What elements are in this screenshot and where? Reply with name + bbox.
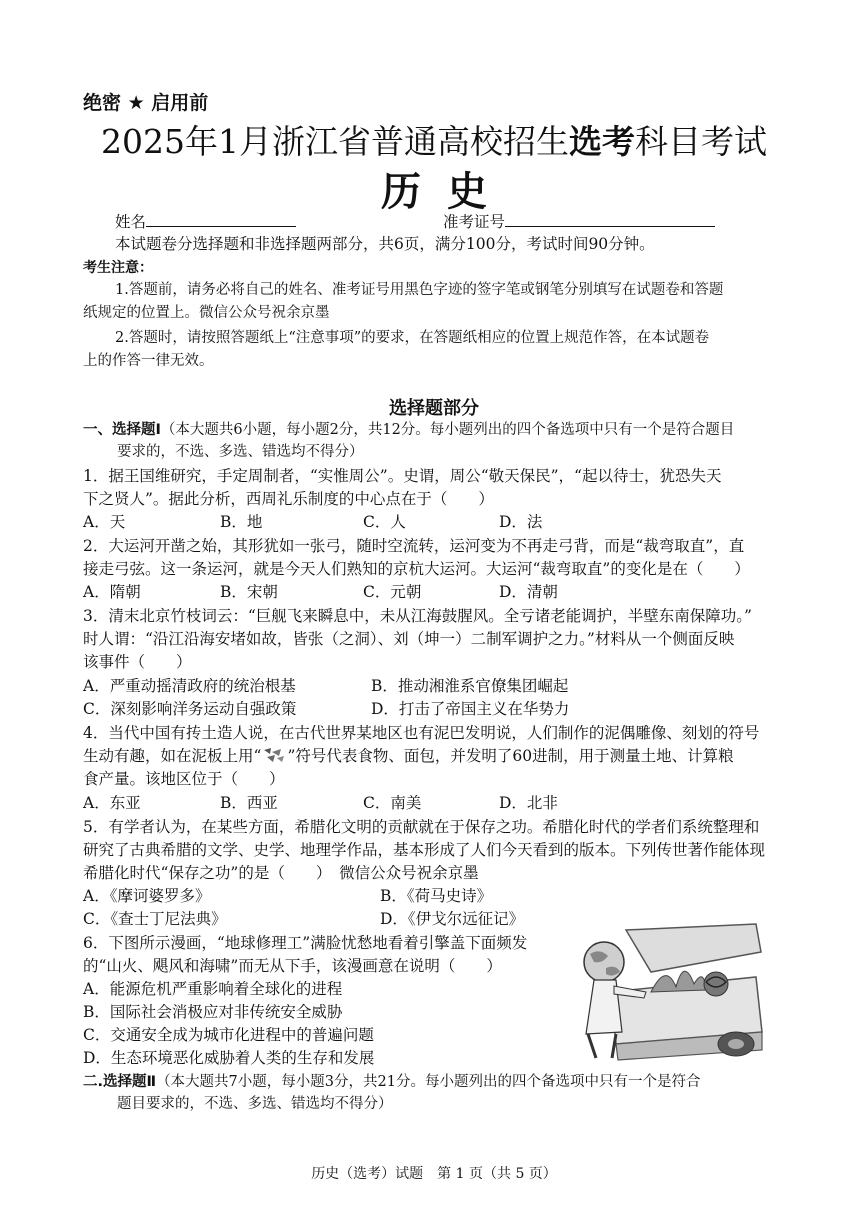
notice-item-2-line2: 上的作答一律无效。: [83, 353, 214, 369]
q3-option-a[interactable]: A．严重动摇清政府的统治根基: [83, 677, 296, 695]
q2-option-d[interactable]: D．清朝: [499, 583, 558, 601]
intro-text: 本试题卷分选择题和非选择题两部分，共6页，满分100分，考试时间90分钟。: [115, 235, 655, 253]
q4-option-c[interactable]: C．南美: [363, 794, 422, 812]
exam-title-part2: 科目考试: [634, 122, 767, 161]
part2-label: 二.选择题Ⅱ: [83, 1074, 157, 1090]
q1-option-a[interactable]: A．天: [83, 513, 126, 531]
part2-heading: [83, 1072, 700, 1092]
part1-desc-line2: 要求的，不选、多选、错选均不得分）: [117, 444, 364, 460]
q4-stem-line1: 4．当代中国有抟土造人说，在古代世界某地区也有泥巴发明说，人们制作的泥偶雕像、刻划的符号: [83, 724, 760, 742]
q4-stem-line2: [83, 746, 734, 766]
q3-stem-line2: 时人谓：“沿江沿海安堵如故，皆张（之洞）、刘（坤一）二制军调护之力。”材料从一个侧面反映: [83, 630, 735, 648]
part1-heading: [83, 420, 734, 440]
q5-option-d[interactable]: D．《伊戈尔远征记》: [380, 910, 525, 928]
exam-title-emphasis: 选考: [568, 122, 635, 161]
part2-desc-line2: 题目要求的，不选、多选、错选均不得分）: [117, 1096, 393, 1112]
q4-stem-line2-a: 生动有趣，如在泥板上用“: [83, 747, 262, 765]
q6-stem-line1: 6．下图所示漫画，“地球修理工”满脸忧愁地看着引擎盖下面频发: [83, 934, 528, 952]
notice-item-1-line1: 1.答题前，请务必将自己的姓名、准考证号用黑色字迹的签字笔或钢笔分别填写在试题卷和答题: [115, 282, 724, 298]
q5-option-c[interactable]: C．《查士丁尼法典》: [83, 910, 227, 928]
q5-option-a[interactable]: A．《摩诃婆罗多》: [83, 887, 211, 905]
q3-option-b[interactable]: B．推动湘淮系官僚集团崛起: [371, 677, 569, 695]
section-title: 选择题部分: [389, 398, 479, 419]
q3-stem-line3: 该事件（ ）: [83, 653, 192, 671]
cuneiform-symbol-icon: [261, 746, 287, 764]
name-label: 姓名: [115, 213, 147, 231]
q4-stem-line2-b: ”符号代表食物、面包，并发明了60进制，用于测量土地、计算粮: [287, 747, 734, 765]
q1-stem-line2: 下之贤人”。据此分析，西周礼乐制度的中心点在于（ ）: [83, 490, 494, 508]
q2-option-c[interactable]: C．元朝: [363, 583, 422, 601]
name-field[interactable]: [115, 210, 296, 232]
part1-desc-line1: （本大题共6小题，每小题2分，共12分。每小题列出的四个备选项中只有一个是符合题目: [160, 422, 735, 438]
exam-title: [0, 116, 868, 163]
exam-id-blank[interactable]: [505, 210, 715, 227]
q3-stem-line1: 3．清末北京竹枝词云：“巨舰飞来瞬息中，未从江海鼓腥风。全亏诸老能调护，半壁东南保障功。”: [83, 607, 752, 625]
q5-stem-line2: 研究了古典希腊的文学、史学、地理学作品，基本形成了人们今天看到的版本。下列传世著作能体现: [83, 841, 766, 859]
q6-stem-line2: 的“山火、飓风和海啸”而无从下手，该漫画意在说明（ ）: [83, 957, 502, 975]
page-footer: 历史（选考）试题 第 1 页（共 5 页）: [311, 1166, 557, 1182]
q2-option-b[interactable]: B．宋朝: [220, 583, 278, 601]
q6-option-b[interactable]: B．国际社会消极应对非传统安全威胁: [83, 1003, 343, 1021]
exam-id-label: 准考证号: [443, 213, 506, 231]
q6-option-a[interactable]: A．能源危机严重影响着全球化的进程: [83, 980, 343, 998]
q2-stem-line2: 接走弓弦。这一条运河，就是今天人们熟知的京杭大运河。大运河“裁弯取直”的变化是在（ ）: [83, 560, 750, 578]
q2-stem-line1: 2．大运河开凿之始，其形犹如一张弓，随时空流转，运河变为不再走弓背，而是“裁弯取直”，直: [83, 537, 745, 555]
q6-option-c[interactable]: C．交通安全成为城市化进程中的普遍问题: [83, 1026, 374, 1044]
q5-option-b[interactable]: B．《荷马史诗》: [380, 887, 493, 905]
q4-stem-line3: 食产量。该地区位于（ ）: [83, 770, 285, 788]
part2-desc-line1: （本大题共7小题，每小题3分，共21分。每小题列出的四个备选项中只有一个是符合: [156, 1074, 701, 1090]
q6-option-d[interactable]: D．生态环境恶化威胁着人类的生存和发展: [83, 1049, 375, 1067]
confidential-label: 绝密 ★ 启用前: [83, 92, 209, 114]
q1-option-b[interactable]: B．地: [220, 513, 263, 531]
earth-repairman-cartoon: [556, 922, 764, 1062]
q1-option-d[interactable]: D．法: [499, 513, 543, 531]
subject-title: 历史: [381, 168, 513, 215]
notice-heading: 考生注意：: [83, 260, 153, 276]
q1-option-c[interactable]: C．人: [363, 513, 406, 531]
q1-stem-line1: 1．据王国维研究，手定周制者，“实惟周公”。史谓，周公“敬天保民”，“起以待士，犹恐失天: [83, 467, 722, 485]
part1-label: 一、选择题Ⅰ: [83, 422, 161, 438]
name-blank[interactable]: [146, 210, 296, 227]
q3-option-d[interactable]: D．打击了帝国主义在华势力: [371, 700, 570, 718]
q3-option-c[interactable]: C．深刻影响洋务运动自强政策: [83, 700, 297, 718]
q4-option-a[interactable]: A．东亚: [83, 794, 141, 812]
exam-title-part1: 2025年1月浙江省普通高校招生: [101, 122, 569, 161]
q5-stem-line1: 5．有学者认为，在某些方面，希腊化文明的贡献就在于保存之功。希腊化时代的学者们系统整理和: [83, 818, 760, 836]
q5-stem-line3: 希腊化时代“保存之功”的是（ ） 微信公众号祝余京墨: [83, 864, 479, 882]
q4-option-d[interactable]: D．北非: [499, 794, 558, 812]
q2-option-a[interactable]: A．隋朝: [83, 583, 141, 601]
exam-id-field[interactable]: [443, 210, 715, 232]
notice-item-1-line2: 纸规定的位置上。微信公众号祝余京墨: [83, 305, 330, 321]
notice-item-2-line1: 2.答题时，请按照答题纸上“注意事项”的要求，在答题纸相应的位置上规范作答，在本试题卷: [115, 330, 710, 346]
q4-option-b[interactable]: B．西亚: [220, 794, 278, 812]
